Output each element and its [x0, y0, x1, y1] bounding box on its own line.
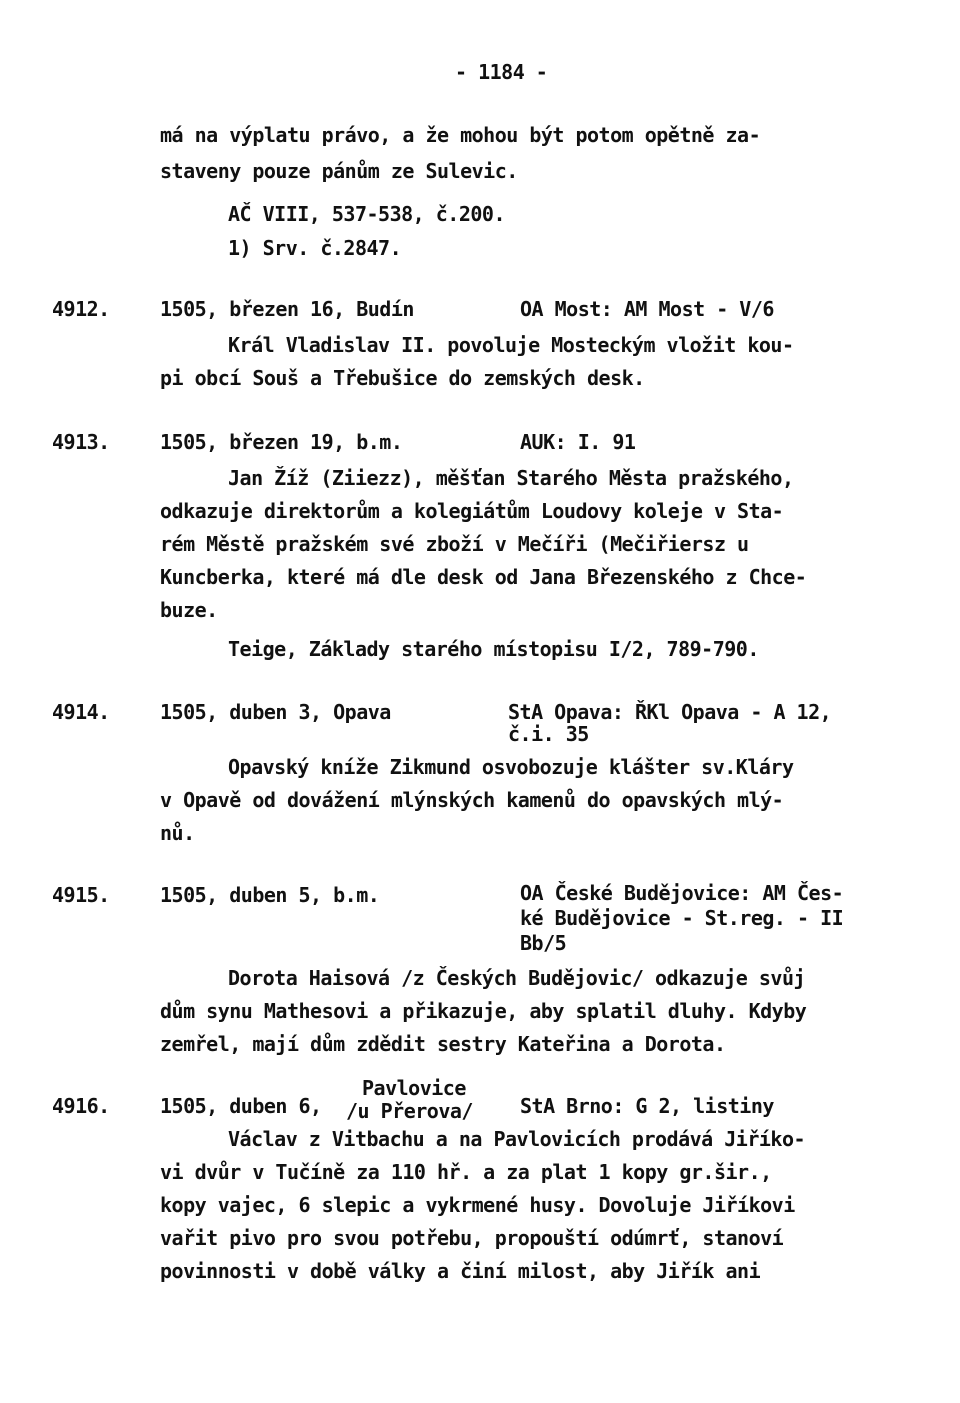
entry-date: 1505, duben 6,	[160, 1094, 322, 1118]
entry-number: 4915.	[52, 883, 110, 907]
page-number: - 1184 -	[455, 60, 548, 84]
intro-source: AČ VIII, 537-538, č.200.	[228, 202, 505, 226]
entry-text-line: pi obcí Souš a Třebušice do zemských desk.	[160, 366, 645, 390]
entry-text-line: Jan Žíž (Ziiezz), měšťan Starého Města pražského,	[228, 466, 794, 490]
entry-text-line: Kuncberka, které má dle desk od Jana Březenského z Chce-	[160, 565, 807, 589]
entry-source: Teige, Základy starého místopisu I/2, 789-790.	[228, 637, 759, 661]
entry-text-line: odkazuje direktorům a kolegiátům Loudovy koleje v Sta-	[160, 499, 784, 523]
intro-line: staveny pouze pánům ze Sulevic.	[160, 159, 518, 183]
entry-archive: ké Budějovice - St.reg. - II	[520, 906, 844, 930]
entry-archive: OA Most: AM Most - V/6	[520, 297, 774, 321]
entry-archive: č.i. 35	[508, 722, 589, 746]
entry-text-line: zemřel, mají dům zdědit sestry Kateřina a Dorota.	[160, 1032, 726, 1056]
entry-date: 1505, duben 5, b.m.	[160, 883, 380, 907]
entry-text-line: dům synu Mathesovi a přikazuje, aby splatil dluhy. Kdyby	[160, 999, 807, 1023]
entry-text-line: vařit pivo pro svou potřebu, propouští odúmrť, stanoví	[160, 1226, 784, 1250]
entry-text-line: vi dvůr v Tučíně za 110 hř. a za plat 1 kopy gr.šir.,	[160, 1160, 772, 1184]
entry-number: 4914.	[52, 700, 110, 724]
entry-date: 1505, březen 16, Budín	[160, 297, 414, 321]
entry-text-line: povinnosti v době války a činí milost, aby Jiřík ani	[160, 1259, 761, 1283]
entry-text-line: buze.	[160, 598, 218, 622]
entry-archive: StA Brno: G 2, listiny	[520, 1094, 774, 1118]
entry-place-upper: Pavlovice	[362, 1076, 466, 1100]
entry-text-line: Opavský kníže Zikmund osvobozuje klášter sv.Kláry	[228, 755, 794, 779]
entry-archive: AUK: I. 91	[520, 430, 636, 454]
entry-text-line: Václav z Vitbachu a na Pavlovicích prodává Jiříko-	[228, 1127, 806, 1151]
entry-text-line: Král Vladislav II. povoluje Mosteckým vložit kou-	[228, 333, 794, 357]
entry-archive: Bb/5	[520, 931, 567, 955]
entry-date: 1505, duben 3, Opava	[160, 700, 391, 724]
entry-date: 1505, březen 19, b.m.	[160, 430, 403, 454]
entry-text-line: rém Městě pražském své zboží v Mečíři (Mečiřiersz u	[160, 532, 749, 556]
entry-number: 4916.	[52, 1094, 110, 1118]
entry-archive: StA Opava: ŘKl Opava - A 12,	[508, 700, 832, 724]
entry-archive: OA České Budějovice: AM Čes-	[520, 881, 844, 905]
entry-place-lower: /u Přerova/	[346, 1099, 473, 1123]
entry-text-line: Dorota Haisová /z Českých Budějovic/ odkazuje svůj	[228, 966, 806, 990]
entry-number: 4912.	[52, 297, 110, 321]
entry-text-line: nů.	[160, 821, 195, 845]
entry-text-line: v Opavě od dovážení mlýnských kamenů do opavských mlý-	[160, 788, 784, 812]
entry-text-line: kopy vajec, 6 slepic a vykrmené husy. Dovoluje Jiříkovi	[160, 1193, 795, 1217]
entry-number: 4913.	[52, 430, 110, 454]
intro-footnote: 1) Srv. č.2847.	[228, 236, 402, 260]
intro-line: má na výplatu právo, a že mohou být potom opětně za-	[160, 123, 761, 147]
